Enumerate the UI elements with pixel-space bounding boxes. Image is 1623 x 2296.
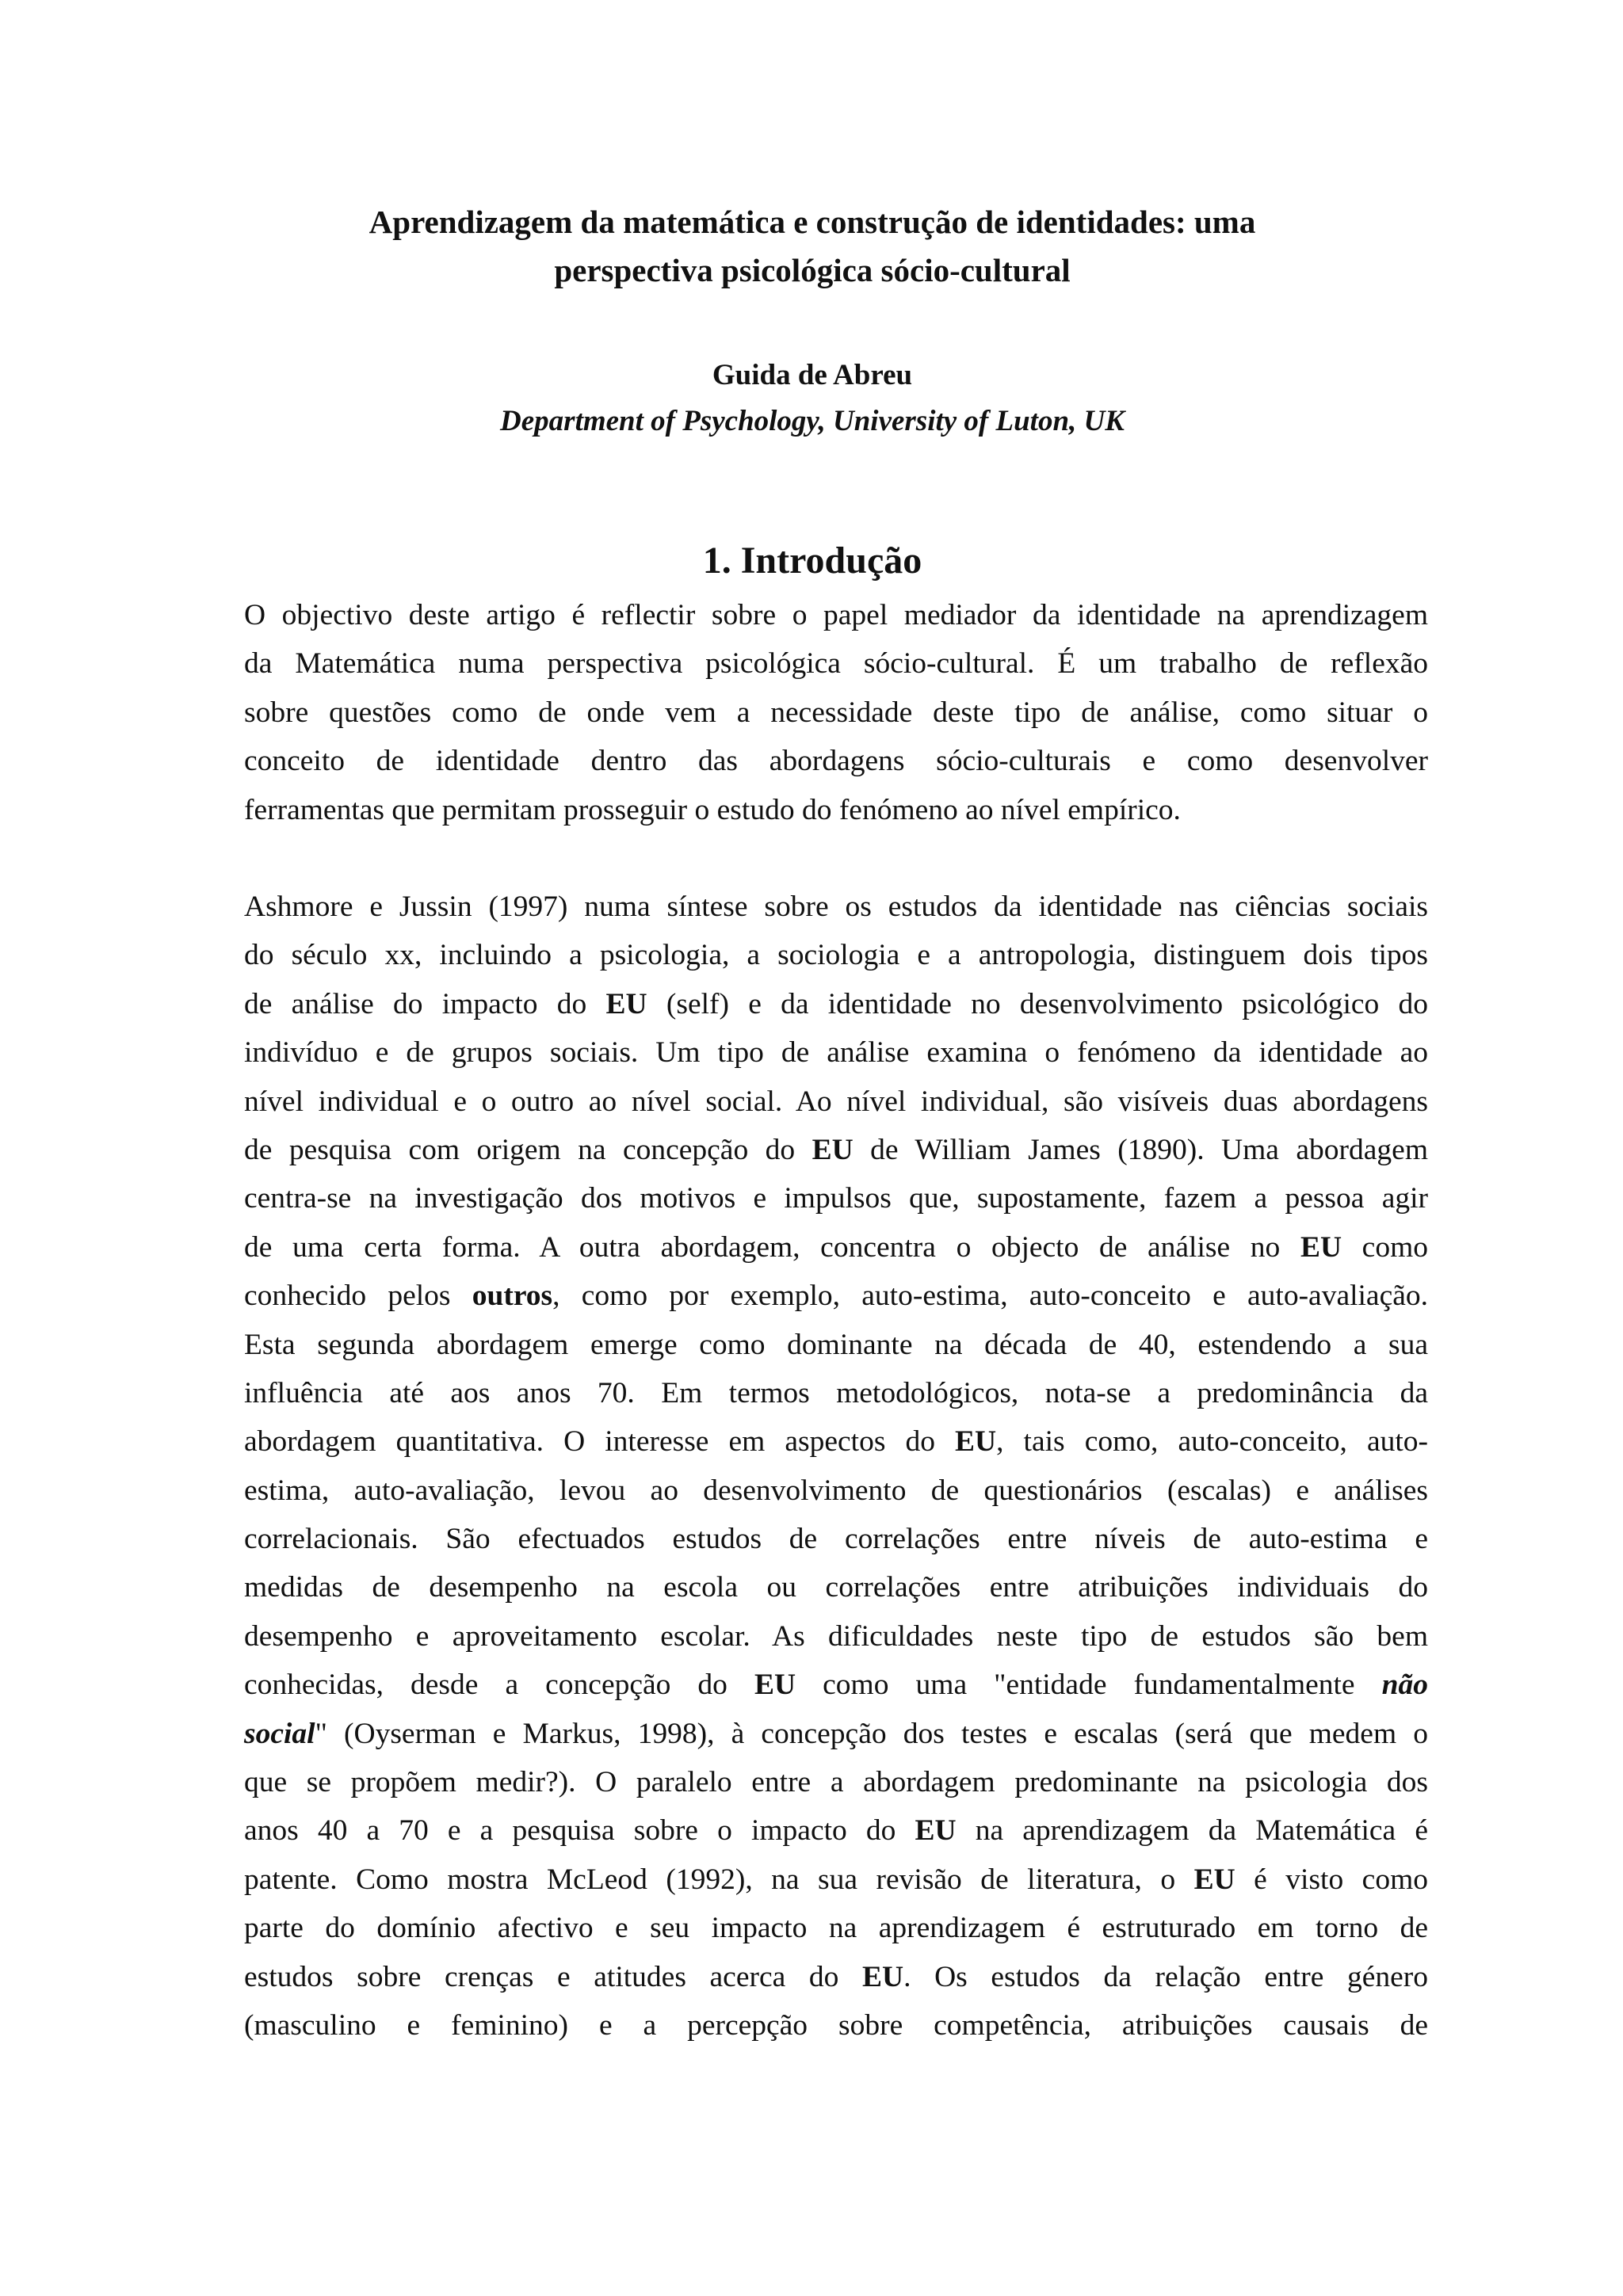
text-line bbox=[244, 2001, 1428, 2050]
text-run: de análise do impacto do bbox=[244, 987, 606, 1020]
text-run: é visto como bbox=[1235, 1863, 1428, 1896]
text-line bbox=[244, 1417, 1428, 1466]
emphasis-text: não bbox=[1381, 1669, 1428, 1702]
paragraph-identity-analysis bbox=[244, 883, 1428, 2050]
text-run: anos 40 a 70 e a pesquisa sobre o impacto do bbox=[244, 1814, 915, 1848]
text-line bbox=[244, 1612, 1428, 1661]
text-line bbox=[244, 1028, 1428, 1077]
text-run: centra-se na investigação dos motivos e impulsos que, supostamente, fazem a pessoa agir bbox=[244, 1182, 1428, 1215]
title-line: Aprendizagem da matemática e construção de identidades: uma bbox=[369, 204, 1256, 240]
bold-term: EU bbox=[1300, 1230, 1342, 1264]
text-line bbox=[244, 1953, 1428, 2001]
text-line: ferramentas que permitam prosseguir o estudo do fenómeno ao nível empírico. bbox=[244, 793, 1181, 826]
text-line: conceito de identidade dentro das abordagens sócio-culturais e como desenvolver bbox=[244, 745, 1428, 778]
text-line bbox=[244, 931, 1428, 979]
text-line bbox=[244, 1466, 1428, 1515]
text-run: conhecido pelos bbox=[244, 1280, 472, 1313]
text-line bbox=[244, 1369, 1428, 1417]
text-run: (self) e da identidade no desenvolvimento psicológico do bbox=[647, 987, 1429, 1020]
text-run: estima, auto-avaliação, levou ao desenvolvimento de questionários (escalas) e análises bbox=[244, 1474, 1428, 1507]
text-run: estudos sobre crenças e atitudes acerca do bbox=[244, 1960, 862, 1993]
text-line bbox=[244, 1174, 1428, 1222]
text-run: (masculino e feminino) e a percepção sobre competência, atribuições causais de bbox=[244, 2008, 1428, 2042]
text-run: patente. Como mostra McLeod (1992), na sua revisão de literatura, o bbox=[244, 1863, 1194, 1896]
bold-term: EU bbox=[812, 1133, 854, 1166]
text-run: de uma certa forma. A outra abordagem, concentra o objecto de análise no bbox=[244, 1230, 1300, 1264]
text-line: sobre questões como de onde vem a necessidade deste tipo de análise, como situar o bbox=[244, 696, 1428, 729]
text-run: parte do domínio afectivo e seu impacto na aprendizagem é estruturado em torno de bbox=[244, 1912, 1428, 1945]
text-line bbox=[244, 883, 1428, 931]
text-run: como uma "entidade fundamentalmente bbox=[796, 1669, 1382, 1702]
text-run: indivíduo e de grupos sociais. Um tipo de análise examina o fenómeno da identidade ao bbox=[244, 1036, 1428, 1070]
author-affiliation: Department of Psychology, University of Luton, UK bbox=[500, 405, 1125, 437]
bold-term: EU bbox=[862, 1960, 904, 1993]
text-line bbox=[244, 1904, 1428, 1952]
text-run: de William James (1890). Uma abordagem bbox=[853, 1133, 1428, 1166]
text-line: O objectivo deste artigo é reflectir sobre o papel mediador da identidade na aprendizagem bbox=[244, 599, 1428, 631]
emphasis-text: social bbox=[244, 1717, 315, 1750]
text-run: nível individual e o outro ao nível social. Ao nível individual, são visíveis duas abordagens bbox=[244, 1085, 1428, 1118]
text-run: . Os estudos da relação entre género bbox=[903, 1960, 1428, 1993]
text-line bbox=[244, 1321, 1428, 1369]
bold-term: outros bbox=[472, 1280, 553, 1313]
text-run: medidas de desempenho na escola ou correlações entre atribuições individuais do bbox=[244, 1571, 1428, 1604]
text-line bbox=[244, 1806, 1428, 1855]
text-line bbox=[244, 1077, 1428, 1126]
text-line bbox=[244, 1758, 1428, 1806]
text-run: Ashmore e Jussin (1997) numa síntese sobre os estudos da identidade nas ciências sociais bbox=[244, 891, 1428, 923]
title-line: perspectiva psicológica sócio-cultural bbox=[554, 252, 1071, 288]
text-run: que se propõem medir?). O paralelo entre a abordagem predominante na psicologia dos bbox=[244, 1766, 1428, 1799]
text-line bbox=[244, 980, 1428, 1028]
text-line bbox=[244, 1223, 1428, 1272]
paragraph-intro bbox=[244, 591, 1428, 834]
text-run: na aprendizagem da Matemática é bbox=[956, 1814, 1428, 1848]
text-line bbox=[244, 1563, 1428, 1611]
text-run: desempenho e aproveitamento escolar. As dificuldades neste tipo de estudos são bem bbox=[244, 1619, 1428, 1653]
bold-term: EU bbox=[955, 1425, 997, 1459]
text-run: abordagem quantitativa. O interesse em aspectos do bbox=[244, 1425, 956, 1459]
text-line: da Matemática numa perspectiva psicológica sócio-cultural. É um trabalho de reflexão bbox=[244, 647, 1428, 681]
bold-term: EU bbox=[915, 1814, 957, 1848]
text-run: correlacionais. São efectuados estudos de correlações entre níveis de auto-estima e bbox=[244, 1523, 1428, 1556]
text-line bbox=[244, 1661, 1428, 1709]
text-line bbox=[244, 1710, 1428, 1758]
text-line bbox=[244, 1126, 1428, 1174]
text-line bbox=[244, 1855, 1428, 1904]
bold-term: EU bbox=[605, 987, 647, 1020]
text-run: conhecidas, desde a concepção do bbox=[244, 1669, 754, 1702]
author-name: Guida de Abreu bbox=[712, 359, 913, 391]
bold-term: EU bbox=[754, 1669, 796, 1702]
text-run: " (Oyserman e Markus, 1998), à concepção dos testes e escalas (será que medem o bbox=[315, 1717, 1428, 1750]
bold-term: EU bbox=[1193, 1863, 1235, 1896]
section-heading: 1. Introdução bbox=[702, 540, 922, 582]
text-run: como bbox=[1342, 1230, 1428, 1264]
paper-title bbox=[198, 198, 1426, 295]
text-line bbox=[244, 1272, 1428, 1320]
text-run: do século xx, incluindo a psicologia, a sociologia e a antropologia, distinguem dois tipos bbox=[244, 939, 1428, 972]
text-run: influência até aos anos 70. Em termos metodológicos, nota-se a predominância da bbox=[244, 1376, 1428, 1409]
text-run: , como por exemplo, auto-estima, auto-conceito e auto-avaliação. bbox=[552, 1280, 1428, 1313]
text-run: de pesquisa com origem na concepção do bbox=[244, 1133, 812, 1166]
text-run: , tais como, auto-conceito, auto- bbox=[996, 1425, 1428, 1459]
text-run: Esta segunda abordagem emerge como dominante na década de 40, estendendo a sua bbox=[244, 1328, 1428, 1361]
text-line bbox=[244, 1515, 1428, 1563]
